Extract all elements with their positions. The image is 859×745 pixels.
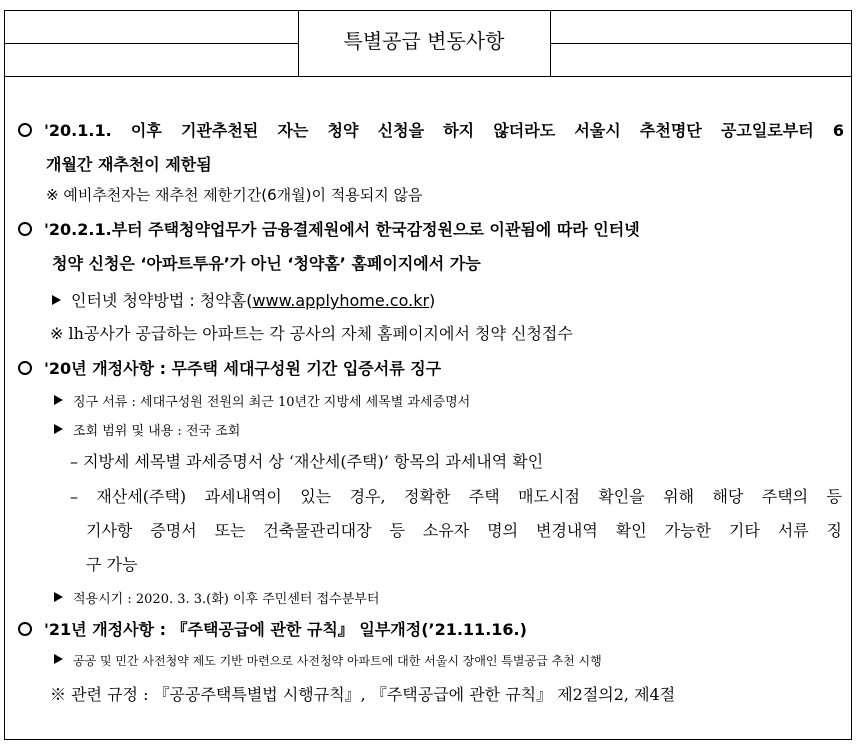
applyhome-link[interactable]: www.applyhome.co.kr [252, 291, 430, 310]
section-2-heading-cont: 청약 신청은 ‘아파트투유’가 아닌 ‘청약홈’ 홈페이지에서 가능 [52, 254, 481, 273]
triangle-bullet-icon [54, 395, 63, 405]
header-rule-right-top [550, 43, 852, 44]
circle-bullet-icon [18, 222, 32, 236]
section-4-heading: '21년 개정사항 : 『주택공급에 관한 규칙』 일부개정(’21.11.16.) [18, 617, 527, 640]
section-2-bullet: 인터넷 청약방법 : 청약홈(www.applyhome.co.kr) [52, 288, 435, 311]
triangle-bullet-icon [54, 424, 63, 434]
triangle-bullet-icon [52, 295, 61, 305]
header-rule-bottom [4, 76, 852, 77]
section-4-bullet-1: 공공 및 민간 사전청약 제도 기반 마련으로 사전청약 아파트에 대한 서울시 장애인 특별공급 추천 시행 [54, 652, 602, 669]
section-4-note: ※ 관련 규정 : 『공공주택특별법 시행규칙』, 『주택공급에 관한 규칙』 제2절의2, 제4절 [50, 685, 676, 704]
header-rule-left-top [4, 43, 299, 44]
section-3-dash-2: – 재산세(주택) 과세내역이 있는 경우, 정확한 주택 매도시점 확인을 위해 해당 주택의 등 [70, 487, 842, 506]
title-box-right [550, 10, 551, 76]
section-2-note: ※ lh공사가 공급하는 아파트는 각 공사의 자체 홈페이지에서 청약 신청접수 [50, 324, 573, 343]
section-3-dash-1: – 지방세 세목별 과세증명서 상 ‘재산세(주택)’ 항목의 과세내역 확인 [70, 452, 544, 471]
section-1-note: ※ 예비추천자는 재추천 제한기간(6개월)이 적용되지 않음 [46, 186, 423, 204]
section-1-heading-cont: 개월간 재추천이 제한됨 [46, 155, 212, 174]
circle-bullet-icon [18, 361, 32, 375]
section-1-heading: '20.1.1. 이후 기관추천된 자는 청약 신청을 하지 않더라도 서울시 추천명단 공고일로부터 6 [18, 118, 844, 141]
triangle-bullet-icon [54, 592, 63, 602]
section-3-dash-2-cont: 기사항 증명서 또는 건축물관리대장 등 소유자 명의 변경내역 확인 가능한 기타 서류 징 [86, 521, 842, 540]
section-2-heading: '20.2.1.부터 주택청약업무가 금융결제원에서 한국감정원으로 이관됨에 따라 인터넷 [18, 217, 640, 240]
circle-bullet-icon [18, 123, 32, 137]
circle-bullet-icon [18, 622, 32, 636]
section-3-dash-2-cont-2: 구 가능 [86, 555, 138, 574]
page-title: 특별공급 변동사항 [343, 29, 505, 53]
section-3-heading: '20년 개정사항 : 무주택 세대구성원 기간 입증서류 징구 [18, 356, 441, 379]
triangle-bullet-icon [54, 654, 63, 664]
section-3-bullet-3: 적용시기 : 2020. 3. 3.(화) 이후 주민센터 접수분부터 [54, 588, 379, 607]
section-3-bullet-2: 조회 범위 및 내용 : 전국 조회 [54, 420, 240, 439]
section-3-bullet-1: 징구 서류 : 세대구성원 전원의 최근 10년간 지방세 세목별 과세증명서 [54, 391, 470, 410]
